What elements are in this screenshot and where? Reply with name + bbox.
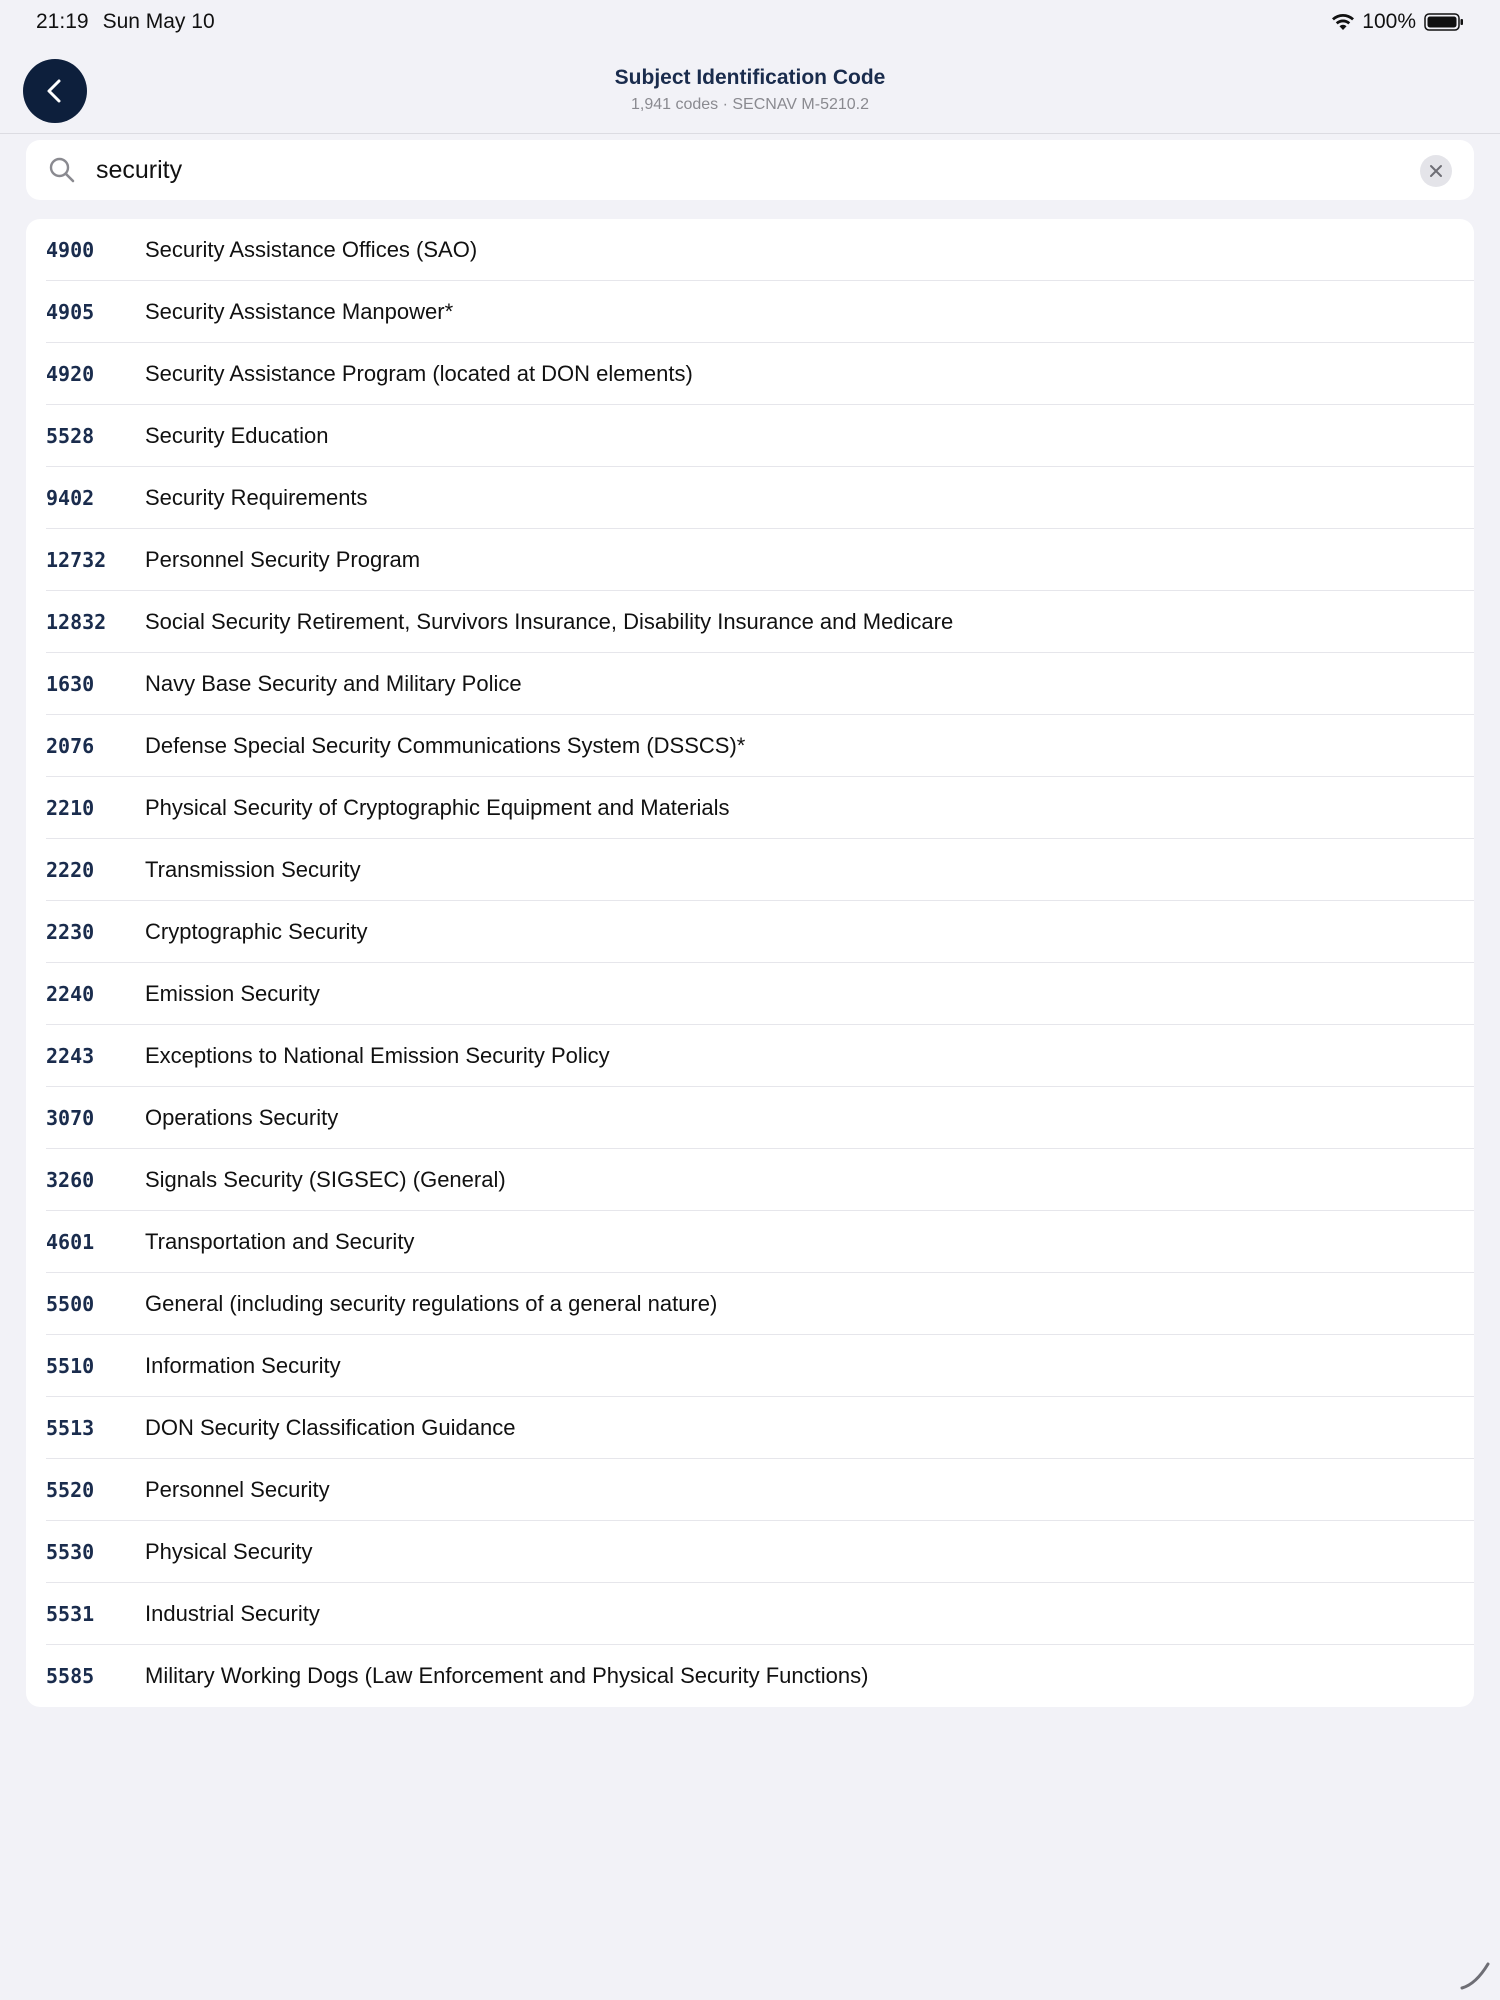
item-code: 2230 — [46, 920, 95, 944]
status-indicators — [1330, 10, 1464, 34]
item-code: 2220 — [46, 858, 95, 882]
item-title: Physical Security of Cryptographic Equipment and Materials — [145, 795, 730, 820]
item-code: 2210 — [46, 796, 95, 820]
list-item[interactable] — [26, 1335, 1474, 1397]
scroll-indicator-icon — [1458, 1958, 1492, 1992]
item-code: 1630 — [46, 672, 95, 696]
item-title: Security Assistance Program (located at DON elements) — [145, 361, 693, 386]
item-title: Transmission Security — [145, 857, 361, 882]
list-item[interactable] — [26, 405, 1474, 467]
item-title: Signals Security (SIGSEC) (General) — [145, 1167, 506, 1192]
item-title: Personnel Security Program — [145, 547, 421, 572]
item-title: Security Assistance Manpower* — [145, 299, 454, 324]
item-title: Personnel Security — [145, 1477, 330, 1502]
item-code: 5528 — [46, 424, 95, 448]
search-bar — [26, 140, 1474, 200]
item-code: 5510 — [46, 1354, 95, 1378]
list-item[interactable] — [26, 715, 1474, 777]
item-code: 5531 — [46, 1602, 95, 1626]
item-code: 4920 — [46, 362, 95, 386]
item-title: Industrial Security — [145, 1601, 320, 1626]
item-code: 2076 — [46, 734, 95, 758]
item-title: Transportation and Security — [145, 1229, 415, 1254]
status-time: 21:19 — [36, 10, 89, 33]
list-item[interactable] — [26, 777, 1474, 839]
item-title: Security Education — [145, 423, 329, 448]
item-code: 4900 — [46, 238, 95, 262]
list-item[interactable] — [26, 219, 1474, 281]
wifi-icon — [1330, 12, 1356, 32]
item-code: 5585 — [46, 1664, 95, 1688]
item-title: Physical Security — [145, 1539, 313, 1564]
list-item[interactable] — [26, 1025, 1474, 1087]
list-item[interactable] — [26, 653, 1474, 715]
list-item[interactable] — [26, 1521, 1474, 1583]
list-item[interactable] — [26, 963, 1474, 1025]
status-time-date — [36, 10, 229, 34]
item-title: Navy Base Security and Military Police — [145, 671, 522, 696]
search-icon — [48, 156, 76, 184]
item-code: 12732 — [46, 548, 107, 572]
item-title: Defense Special Security Communications System (DSSCS)* — [145, 733, 746, 758]
list-item[interactable] — [26, 529, 1474, 591]
close-icon — [1428, 163, 1444, 179]
item-code: 3070 — [46, 1106, 95, 1130]
list-item[interactable] — [26, 591, 1474, 653]
list-item[interactable] — [26, 1645, 1474, 1707]
item-code: 5513 — [46, 1416, 95, 1440]
item-code: 5530 — [46, 1540, 95, 1564]
status-date: Sun May 10 — [102, 10, 215, 33]
item-code: 9402 — [46, 486, 95, 510]
page-title: Subject Identification Code — [614, 66, 886, 89]
status-bar — [0, 0, 1500, 46]
item-code: 12832 — [46, 610, 107, 634]
item-code: 2243 — [46, 1044, 95, 1068]
list-item[interactable] — [26, 1087, 1474, 1149]
list-item[interactable] — [26, 1583, 1474, 1645]
item-code: 5520 — [46, 1478, 95, 1502]
item-title: DON Security Classification Guidance — [145, 1415, 516, 1440]
list-item[interactable] — [26, 901, 1474, 963]
item-code: 3260 — [46, 1168, 95, 1192]
item-title: Operations Security — [145, 1105, 339, 1130]
clear-search-button[interactable] — [1420, 155, 1452, 187]
item-title: Cryptographic Security — [145, 919, 368, 944]
page-subtitle: 1,941 codes · SECNAV M-5210.2 — [630, 96, 870, 113]
item-title: Security Requirements — [145, 485, 368, 510]
item-code: 4601 — [46, 1230, 95, 1254]
item-title: Emission Security — [145, 981, 320, 1006]
list-item[interactable] — [26, 839, 1474, 901]
item-title: Information Security — [145, 1353, 341, 1378]
battery-percent: 100% — [1362, 10, 1416, 33]
list-item[interactable] — [26, 281, 1474, 343]
list-item[interactable] — [26, 1273, 1474, 1335]
item-title: Social Security Retirement, Survivors Insurance, Disability Insurance and Medicare — [145, 609, 954, 634]
item-title: General (including security regulations of a general nature) — [145, 1291, 718, 1316]
results-list — [26, 219, 1474, 1707]
item-title: Military Working Dogs (Law Enforcement and Physical Security Functions) — [145, 1663, 869, 1688]
item-title: Exceptions to National Emission Security Policy — [145, 1043, 610, 1068]
list-item[interactable] — [26, 467, 1474, 529]
battery-icon — [1424, 12, 1464, 32]
list-item[interactable] — [26, 1397, 1474, 1459]
item-code: 2240 — [46, 982, 95, 1006]
list-item[interactable] — [26, 343, 1474, 405]
navigation-bar — [0, 46, 1500, 134]
list-item[interactable] — [26, 1149, 1474, 1211]
item-code: 5500 — [46, 1292, 95, 1316]
item-code: 4905 — [46, 300, 95, 324]
list-item[interactable] — [26, 1459, 1474, 1521]
item-title: Security Assistance Offices (SAO) — [145, 237, 478, 262]
search-input[interactable] — [90, 148, 1402, 192]
list-item[interactable] — [26, 1211, 1474, 1273]
